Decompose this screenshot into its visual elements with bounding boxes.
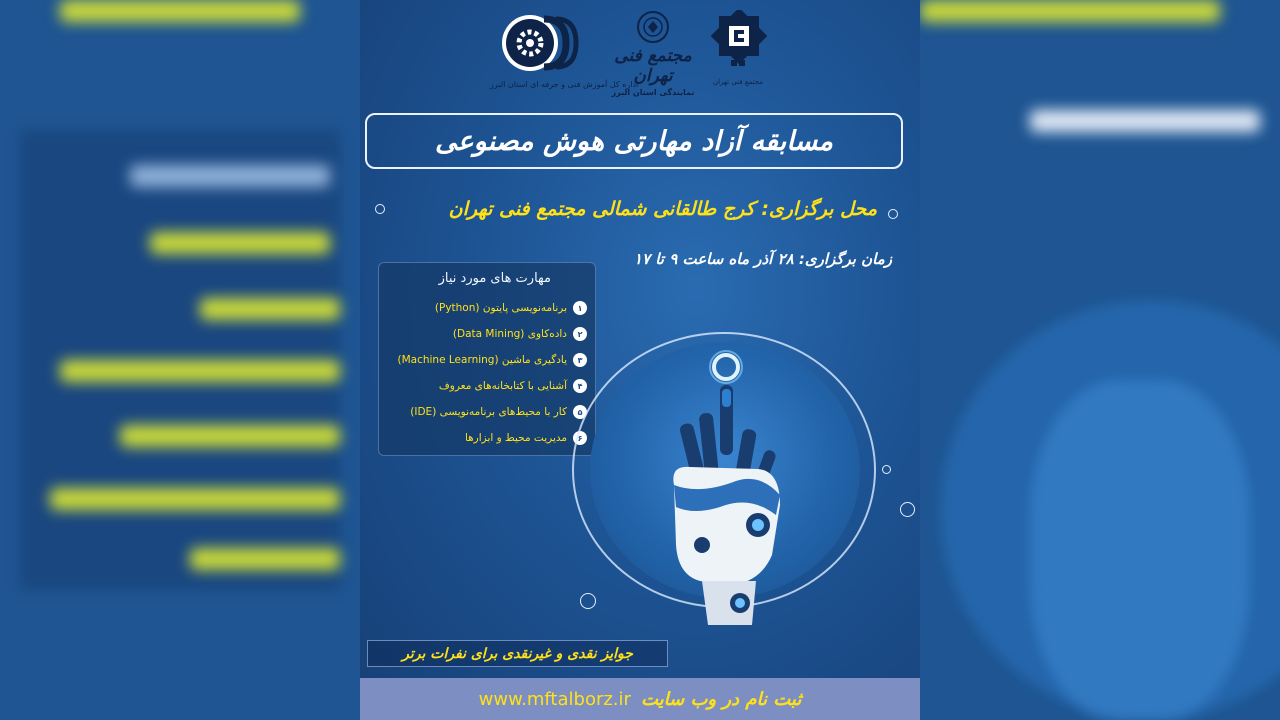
skill-label: آشنایی با کتابخانه‌های معروف [438,380,567,392]
technical-education-logo [490,10,639,89]
decor-dot [580,593,596,609]
skill-item [387,347,587,373]
skill-label: داده‌کاوی (Data Mining) [452,328,567,340]
left-logo-caption: اداره کل آموزش فنی و حرفه ای استان البرز [490,80,639,89]
skill-item [387,373,587,399]
skills-title: مهارت های مورد نیاز [438,271,551,286]
blurred-background-right [920,0,1280,720]
complex-brand-logo [698,10,778,86]
prizes-banner: جوایز نقدی و غیرنقدی برای نفرات برتر [367,640,668,667]
skill-number: ۲ [573,327,587,341]
skill-label: برنامه‌نویسی پایتون (Python) [434,302,567,314]
skills-panel [378,262,596,456]
venue-text: محل برگزاری: کرج طالقانی شمالی مجتمع فنی تهران [448,198,877,220]
page-title: مسابقه آزاد مهارتی هوش مصنوعی [365,113,903,169]
logo-bar [360,10,920,105]
skill-item [387,399,587,425]
website-link[interactable]: www.mftalborz.ir [478,688,631,710]
skill-label: کار با محیط‌های برنامه‌نویسی (IDE) [410,406,567,418]
robot-hand-image [640,345,800,625]
gear-logo-icon [500,10,580,76]
institution-seal-icon [636,10,670,44]
decor-dot [900,502,915,517]
skill-item [387,425,587,451]
decor-dot [882,465,891,474]
skill-number: ۵ [573,405,587,419]
time-text: زمان برگزاری: ۲۸ آذر ماه ساعت ۹ تا ۱۷ [633,250,892,268]
blurred-background-left [0,0,360,720]
complex-logo-icon [705,10,771,74]
skill-label: یادگیری ماشین (Machine Learning) [397,354,567,366]
right-logo-caption: مجتمع فنی تهران [712,78,764,86]
registration-footer [360,678,920,720]
poster [360,0,920,720]
skill-item [387,295,587,321]
decor-dot [888,209,898,219]
skill-label: مدیریت محیط و ابزارها [464,432,567,444]
skill-number: ۱ [573,301,587,315]
skill-number: ۶ [573,431,587,445]
center-logo-name: مجتمع فنی تهران [614,46,692,86]
skill-number: ۴ [573,379,587,393]
tehran-complex-logo [598,10,708,97]
skill-item [387,321,587,347]
register-label: ثبت نام در وب سایت [640,688,802,710]
skill-number: ۳ [573,353,587,367]
center-logo-caption: نمایندگی استان البرز [611,88,695,97]
decor-dot [375,204,385,214]
